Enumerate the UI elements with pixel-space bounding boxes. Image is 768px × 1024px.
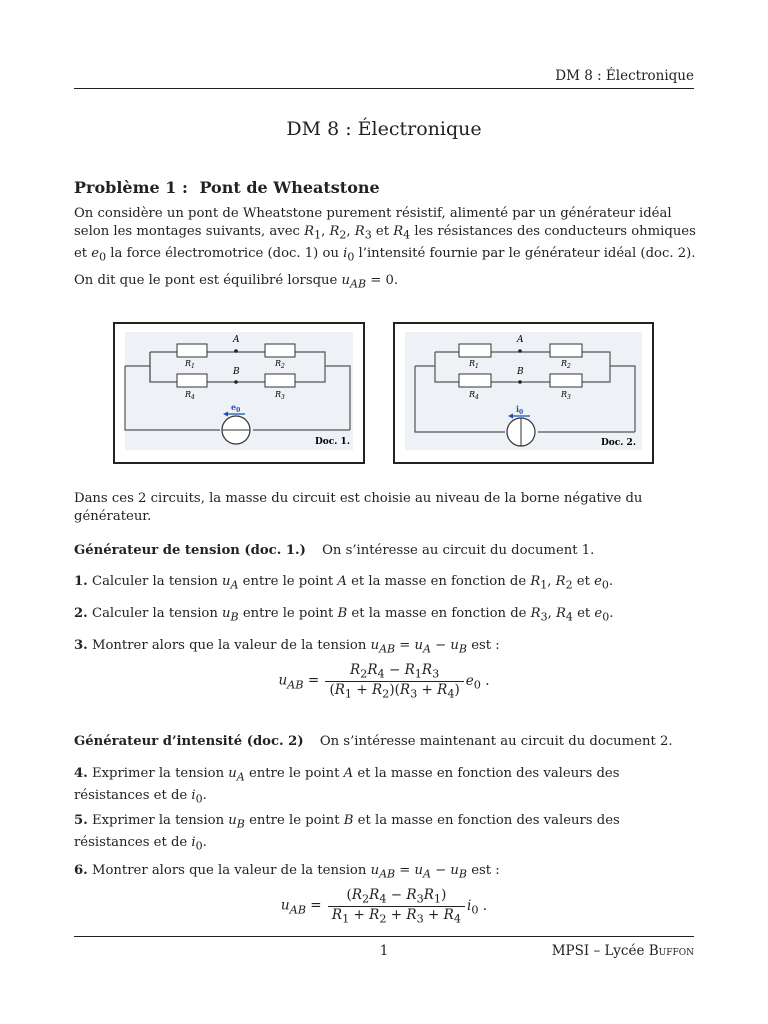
circuit-doc1 <box>115 324 363 462</box>
label-e0: $e_0$ <box>231 402 241 414</box>
resistor-r2 <box>265 344 295 357</box>
eq1-rhs: $e_0$ . <box>465 672 490 692</box>
intro-paragraph: On considère un pont de Wheatstone purement résistif, alimenté par un générateur idéal selon les montages suivants, avec $R_1$, $R_2$, $R_3$ et $R_4$ les résistances des conducteurs ohmiques et $e_0$ la force électromotrice (doc. 1) ou $i_0$ l’intensité fournie par le générateur idéal (doc. 2). <box>74 206 696 264</box>
intro-text-a: On considère un pont de Wheatstone purement résistif, alimenté par un générateur idéal selon les montages suivants, avec <box>74 206 672 239</box>
page-title: DM 8 : Électronique <box>286 118 482 140</box>
page-footer <box>74 936 694 959</box>
resistor-r1 <box>459 344 491 357</box>
label-r1: $R_1$ <box>185 359 195 370</box>
question-1: 1. Calculer la tension $u_A$ entre le point A et la masse en fonction de $R_1$, $R_2$ et $e_0$. <box>74 574 614 592</box>
label-i0: $i_0$ <box>516 404 524 416</box>
q4-number: 4. <box>74 766 88 781</box>
balance-text: On dit que le pont est équilibré lorsque <box>74 273 342 288</box>
school-brand: Buffon <box>648 943 694 959</box>
running-header <box>74 68 694 89</box>
q3-number: 3. <box>74 638 88 653</box>
question-2: 2. Calculer la tension $u_B$ entre le point B et la masse en fonction de $R_3$, $R_4$ et $e_0$. <box>74 606 614 624</box>
question-3: 3. Montrer alors que la valeur de la tension $u_{AB} = u_A - u_B$ est : <box>74 638 500 656</box>
intro-text-c: la force électromotrice (doc. 1) ou <box>106 245 344 261</box>
eq2-numerator: $(R_2R_4 - R_3R_1)$ <box>328 887 465 907</box>
label-b: B <box>233 367 240 377</box>
label-r3: $R_3$ <box>275 390 285 401</box>
circuit-doc2 <box>395 324 652 462</box>
label-r1: $R_1$ <box>469 359 479 370</box>
ground-note: Dans ces 2 circuits, la masse du circuit est choisie au niveau de la borne négative du générateur. <box>74 491 643 524</box>
eq2-rhs: $i_0$ . <box>467 897 488 917</box>
node-a-dot <box>518 349 522 353</box>
question-4: 4. Exprimer la tension $u_A$ entre le point A et la masse en fonction des valeurs des résistances et de $i_0$. <box>74 766 620 806</box>
resistor-r1 <box>177 344 207 357</box>
eq1-numerator: $R_2R_4 - R_1R_3$ <box>325 662 463 682</box>
part2-heading: Générateur d’intensité (doc. 2) <box>74 734 304 749</box>
question-6: 6. Montrer alors que la valeur de la tension $u_{AB} = u_A - u_B$ est : <box>74 863 500 881</box>
label-b: B <box>517 367 524 377</box>
label-r4: $R_4$ <box>185 390 195 401</box>
label-r2: $R_2$ <box>561 359 571 370</box>
q6-number: 6. <box>74 863 88 878</box>
school-prefix: MPSI – Lycée <box>551 943 649 959</box>
q5-number: 5. <box>74 813 88 828</box>
part1-intro: On s’intéresse au circuit du document 1. <box>322 543 595 558</box>
figure-doc1 <box>113 322 365 464</box>
part1-heading: Générateur de tension (doc. 1.) <box>74 543 306 558</box>
running-title: DM 8 : Électronique <box>555 68 694 84</box>
resistor-r4 <box>177 374 207 387</box>
eq1-denominator: $(R_1 + R_2)(R_3 + R_4)$ <box>329 681 460 701</box>
eq2-fraction <box>328 887 465 925</box>
caption-doc1: Doc. 1. <box>315 437 350 447</box>
node-b-dot <box>518 380 522 384</box>
resistor-r3 <box>265 374 295 387</box>
balance-paragraph: On dit que le pont est équilibré lorsque $u_{AB} = 0$. <box>74 273 399 291</box>
label-r3: $R_3$ <box>561 390 571 401</box>
q1-number: 1. <box>74 574 88 589</box>
equation-1: $u_{AB}$ = $\frac{R_2R_4 - R_1R_3}{(R_1 + R_2)(R_3 + R_4)}$ $e_0$ . <box>278 662 490 701</box>
resistor-r2 <box>550 344 582 357</box>
problem-label: Problème 1 : <box>74 178 188 197</box>
intro-text-d: l’intensité fournie par le générateur idéal (doc. 2). <box>354 245 696 261</box>
figure-doc2 <box>393 322 654 464</box>
question-5: 5. Exprimer la tension $u_B$ entre le point B et la masse en fonction des valeurs des résistances et de $i_0$. <box>74 813 620 853</box>
q2-number: 2. <box>74 606 88 621</box>
eq2-denominator: $R_1 + R_2 + R_3 + R_4$ <box>331 906 461 926</box>
eq1-fraction <box>325 662 463 700</box>
caption-doc2: Doc. 2. <box>601 438 636 448</box>
label-r2: $R_2$ <box>275 359 285 370</box>
page-number: 1 <box>379 943 389 959</box>
problem-heading <box>74 178 380 197</box>
resistor-r3 <box>550 374 582 387</box>
part1-heading-line <box>74 542 696 560</box>
label-r4: $R_4$ <box>469 390 479 401</box>
label-a: A <box>517 335 524 345</box>
node-b-dot <box>234 380 238 384</box>
part2-intro: On s’intéresse maintenant au circuit du document 2. <box>319 734 673 749</box>
equation-2: $u_{AB}$ = $\frac{(R_2R_4 - R_3R_1)}{R_1 + R_2 + R_3 + R_4}$ $i_0$ . <box>280 887 488 926</box>
label-a: A <box>233 335 240 345</box>
resistor-r4 <box>459 374 491 387</box>
problem-name: Pont de Wheatstone <box>199 178 380 197</box>
part2-heading-line <box>74 733 696 751</box>
school-name <box>552 943 694 959</box>
node-a-dot <box>234 349 238 353</box>
intro-text-b: les résistances des conducteurs ohmiques et <box>74 224 696 261</box>
